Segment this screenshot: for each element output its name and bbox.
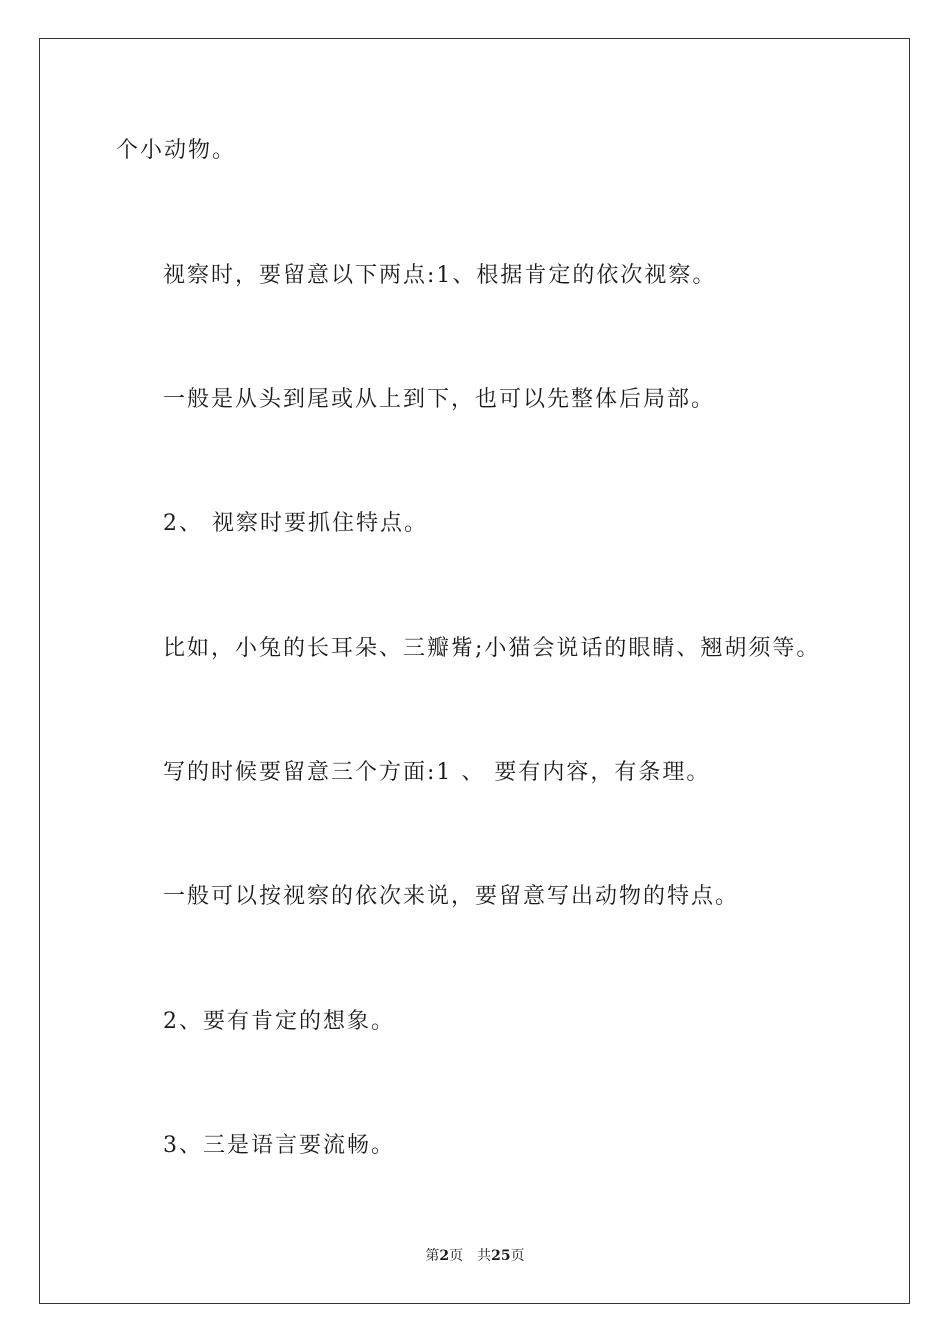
paragraph-2: 视察时，要留意以下两点:1、根据肯定的依次视察。 bbox=[163, 263, 717, 288]
page-prefix: 第 bbox=[425, 1248, 440, 1264]
paragraph-3: 一般是从头到尾或从上到下，也可以先整体后局部。 bbox=[163, 387, 716, 412]
paragraph-4: 2、 视察时要抓住特点。 bbox=[163, 511, 428, 536]
paragraph-5: 比如，小兔的长耳朵、三瓣觜;小猫会说话的眼睛、翘胡须等。 bbox=[163, 636, 821, 661]
total-pages-number: 25 bbox=[491, 1248, 511, 1264]
total-suffix: 页 bbox=[510, 1248, 525, 1264]
page-footer bbox=[0, 1246, 950, 1266]
current-page-number: 2 bbox=[439, 1248, 450, 1264]
paragraph-7: 一般可以按视察的依次来说，要留意写出动物的特点。 bbox=[163, 884, 740, 909]
page-suffix: 页 bbox=[449, 1248, 464, 1264]
paragraph-9: 3、三是语言要流畅。 bbox=[163, 1133, 395, 1158]
paragraph-8: 2、要有肯定的想象。 bbox=[163, 1009, 395, 1034]
paragraph-1: 个小动物。 bbox=[116, 138, 237, 163]
paragraph-6: 写的时候要留意三个方面:1 、 要有内容，有条理。 bbox=[163, 760, 711, 785]
total-prefix: 共 bbox=[477, 1248, 492, 1264]
page-border bbox=[39, 38, 910, 1304]
